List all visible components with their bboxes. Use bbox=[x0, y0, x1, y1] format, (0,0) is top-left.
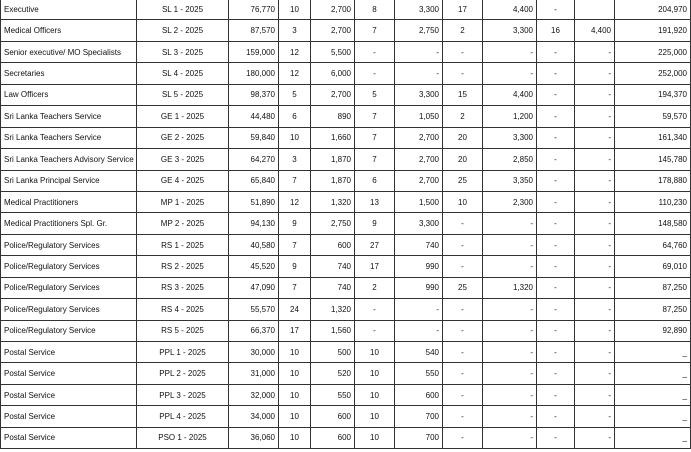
increment-3-count-cell: - bbox=[443, 213, 483, 234]
maximum-salary-cell: 252,000 bbox=[615, 63, 691, 84]
service-name-cell: Medical Practitioners bbox=[1, 191, 137, 212]
increment-1-count-cell: 10 bbox=[279, 127, 311, 148]
increment-3-count-cell: 20 bbox=[443, 149, 483, 170]
service-name-cell: Police/Regulatory Services bbox=[1, 299, 137, 320]
increment-1-amount-cell: 2,750 bbox=[311, 213, 355, 234]
increment-2-amount-cell: 550 bbox=[395, 363, 443, 384]
increment-4-amount-cell: 4,400 bbox=[575, 20, 615, 41]
increment-2-amount-cell: 1,500 bbox=[395, 191, 443, 212]
service-name-cell: Secretaries bbox=[1, 63, 137, 84]
maximum-salary-cell: _ bbox=[615, 406, 691, 427]
maximum-salary-cell: _ bbox=[615, 384, 691, 405]
increment-3-amount-cell: 1,200 bbox=[483, 106, 537, 127]
salary-code-cell: RS 2 - 2025 bbox=[137, 256, 229, 277]
increment-2-count-cell: 2 bbox=[355, 277, 395, 298]
increment-4-amount-cell: - bbox=[575, 234, 615, 255]
increment-2-count-cell: 5 bbox=[355, 84, 395, 105]
increment-4-amount-cell: - bbox=[575, 384, 615, 405]
maximum-salary-cell: _ bbox=[615, 363, 691, 384]
initial-salary-cell: 94,130 bbox=[229, 213, 279, 234]
salary-code-cell: SL 4 - 2025 bbox=[137, 63, 229, 84]
increment-1-count-cell: 17 bbox=[279, 320, 311, 341]
maximum-salary-cell: 194,370 bbox=[615, 84, 691, 105]
salary-code-cell: MP 2 - 2025 bbox=[137, 213, 229, 234]
increment-1-count-cell: 9 bbox=[279, 256, 311, 277]
table-row bbox=[1, 320, 691, 341]
increment-1-amount-cell: 2,700 bbox=[311, 0, 355, 20]
increment-3-amount-cell: - bbox=[483, 363, 537, 384]
increment-3-count-cell: - bbox=[443, 363, 483, 384]
salary-code-cell: GE 4 - 2025 bbox=[137, 170, 229, 191]
increment-4-count-cell: - bbox=[537, 149, 575, 170]
salary-code-cell: PSO 1 - 2025 bbox=[137, 427, 229, 448]
table-row bbox=[1, 363, 691, 384]
initial-salary-cell: 34,000 bbox=[229, 406, 279, 427]
increment-4-amount-cell: - bbox=[575, 63, 615, 84]
increment-1-amount-cell: 1,870 bbox=[311, 149, 355, 170]
table-row bbox=[1, 106, 691, 127]
maximum-salary-cell: 59,570 bbox=[615, 106, 691, 127]
increment-3-count-cell: - bbox=[443, 320, 483, 341]
increment-3-amount-cell: - bbox=[483, 213, 537, 234]
increment-3-count-cell: 2 bbox=[443, 106, 483, 127]
maximum-salary-cell: _ bbox=[615, 427, 691, 448]
increment-4-count-cell: - bbox=[537, 234, 575, 255]
table-row bbox=[1, 63, 691, 84]
increment-4-count-cell: 16 bbox=[537, 20, 575, 41]
increment-1-count-cell: 7 bbox=[279, 234, 311, 255]
increment-3-count-cell: - bbox=[443, 234, 483, 255]
increment-4-amount-cell: - bbox=[575, 149, 615, 170]
increment-4-count-cell: - bbox=[537, 427, 575, 448]
increment-2-count-cell: - bbox=[355, 320, 395, 341]
table-row bbox=[1, 170, 691, 191]
salary-code-cell: GE 3 - 2025 bbox=[137, 149, 229, 170]
increment-4-amount-cell: - bbox=[575, 213, 615, 234]
increment-3-count-cell: 10 bbox=[443, 191, 483, 212]
increment-2-count-cell: - bbox=[355, 63, 395, 84]
service-name-cell: Police/Regulatory Services bbox=[1, 277, 137, 298]
increment-1-count-cell: 7 bbox=[279, 170, 311, 191]
initial-salary-cell: 65,840 bbox=[229, 170, 279, 191]
increment-4-amount-cell: - bbox=[575, 277, 615, 298]
initial-salary-cell: 45,520 bbox=[229, 256, 279, 277]
service-name-cell: Sri Lanka Teachers Service bbox=[1, 106, 137, 127]
increment-1-amount-cell: 1,870 bbox=[311, 170, 355, 191]
increment-4-count-cell: - bbox=[537, 384, 575, 405]
increment-4-count-cell: - bbox=[537, 84, 575, 105]
increment-1-amount-cell: 600 bbox=[311, 427, 355, 448]
service-name-cell: Postal Service bbox=[1, 342, 137, 363]
initial-salary-cell: 98,370 bbox=[229, 84, 279, 105]
increment-4-count-cell: - bbox=[537, 277, 575, 298]
service-name-cell: Medical Officers bbox=[1, 20, 137, 41]
increment-1-amount-cell: 6,000 bbox=[311, 63, 355, 84]
increment-2-amount-cell: 2,750 bbox=[395, 20, 443, 41]
increment-4-amount-cell: - bbox=[575, 84, 615, 105]
salary-code-cell: GE 2 - 2025 bbox=[137, 127, 229, 148]
increment-3-amount-cell: 1,320 bbox=[483, 277, 537, 298]
salary-code-cell: PPL 1 - 2025 bbox=[137, 342, 229, 363]
increment-2-amount-cell: 2,700 bbox=[395, 127, 443, 148]
maximum-salary-cell: 145,780 bbox=[615, 149, 691, 170]
increment-4-count-cell: - bbox=[537, 213, 575, 234]
initial-salary-cell: 30,000 bbox=[229, 342, 279, 363]
increment-1-count-cell: 10 bbox=[279, 0, 311, 20]
maximum-salary-cell: 69,010 bbox=[615, 256, 691, 277]
service-name-cell: Executive bbox=[1, 0, 137, 20]
increment-3-count-cell: - bbox=[443, 342, 483, 363]
increment-1-count-cell: 3 bbox=[279, 20, 311, 41]
increment-1-amount-cell: 1,320 bbox=[311, 299, 355, 320]
increment-1-count-cell: 5 bbox=[279, 84, 311, 105]
increment-3-count-cell: - bbox=[443, 384, 483, 405]
increment-2-count-cell: 9 bbox=[355, 213, 395, 234]
increment-4-count-cell: - bbox=[537, 0, 575, 20]
increment-1-count-cell: 3 bbox=[279, 149, 311, 170]
increment-4-amount-cell: - bbox=[575, 363, 615, 384]
maximum-salary-cell: 110,230 bbox=[615, 191, 691, 212]
increment-1-count-cell: 7 bbox=[279, 277, 311, 298]
increment-1-amount-cell: 5,500 bbox=[311, 41, 355, 62]
initial-salary-cell: 40,580 bbox=[229, 234, 279, 255]
maximum-salary-cell: 178,880 bbox=[615, 170, 691, 191]
increment-2-amount-cell: 3,300 bbox=[395, 84, 443, 105]
table-row bbox=[1, 384, 691, 405]
increment-4-amount-cell: - bbox=[575, 427, 615, 448]
table-row bbox=[1, 84, 691, 105]
increment-2-count-cell: 27 bbox=[355, 234, 395, 255]
increment-2-count-cell: 10 bbox=[355, 342, 395, 363]
increment-3-amount-cell: - bbox=[483, 299, 537, 320]
increment-4-amount-cell bbox=[575, 0, 615, 20]
service-name-cell: Police/Regulatory Service bbox=[1, 320, 137, 341]
increment-1-amount-cell: 740 bbox=[311, 256, 355, 277]
increment-3-amount-cell: - bbox=[483, 406, 537, 427]
increment-3-count-cell: 20 bbox=[443, 127, 483, 148]
maximum-salary-cell: 225,000 bbox=[615, 41, 691, 62]
increment-3-amount-cell: 4,400 bbox=[483, 0, 537, 20]
increment-3-count-cell: - bbox=[443, 406, 483, 427]
service-name-cell: Postal Service bbox=[1, 406, 137, 427]
table-row bbox=[1, 427, 691, 448]
service-name-cell: Sri Lanka Teachers Service bbox=[1, 127, 137, 148]
increment-2-amount-cell: 700 bbox=[395, 427, 443, 448]
increment-2-count-cell: 10 bbox=[355, 363, 395, 384]
service-name-cell: Sri Lanka Principal Service bbox=[1, 170, 137, 191]
increment-2-amount-cell: 3,300 bbox=[395, 213, 443, 234]
increment-3-amount-cell: 3,350 bbox=[483, 170, 537, 191]
increment-2-count-cell: 7 bbox=[355, 149, 395, 170]
service-name-cell: Sri Lanka Teachers Advisory Service bbox=[1, 149, 137, 170]
table-row bbox=[1, 41, 691, 62]
increment-2-amount-cell: - bbox=[395, 299, 443, 320]
increment-4-amount-cell: - bbox=[575, 191, 615, 212]
initial-salary-cell: 59,840 bbox=[229, 127, 279, 148]
increment-3-amount-cell: 4,400 bbox=[483, 84, 537, 105]
maximum-salary-cell: 204,970 bbox=[615, 0, 691, 20]
service-name-cell: Police/Regulatory Services bbox=[1, 256, 137, 277]
increment-2-amount-cell: 600 bbox=[395, 384, 443, 405]
initial-salary-cell: 32,000 bbox=[229, 384, 279, 405]
increment-3-count-cell: - bbox=[443, 256, 483, 277]
increment-1-amount-cell: 1,560 bbox=[311, 320, 355, 341]
increment-3-count-cell: 25 bbox=[443, 170, 483, 191]
table-row bbox=[1, 299, 691, 320]
increment-2-count-cell: 7 bbox=[355, 127, 395, 148]
table-row bbox=[1, 213, 691, 234]
increment-1-amount-cell: 2,700 bbox=[311, 84, 355, 105]
increment-4-amount-cell: - bbox=[575, 170, 615, 191]
increment-1-count-cell: 10 bbox=[279, 427, 311, 448]
increment-4-amount-cell: - bbox=[575, 299, 615, 320]
increment-4-amount-cell: - bbox=[575, 342, 615, 363]
table-row bbox=[1, 149, 691, 170]
increment-2-count-cell: 13 bbox=[355, 191, 395, 212]
table-row bbox=[1, 20, 691, 41]
increment-2-amount-cell: 990 bbox=[395, 256, 443, 277]
increment-4-count-cell: - bbox=[537, 106, 575, 127]
initial-salary-cell: 47,090 bbox=[229, 277, 279, 298]
increment-3-count-cell: 2 bbox=[443, 20, 483, 41]
initial-salary-cell: 44,480 bbox=[229, 106, 279, 127]
increment-4-count-cell: - bbox=[537, 320, 575, 341]
increment-4-amount-cell: - bbox=[575, 106, 615, 127]
initial-salary-cell: 180,000 bbox=[229, 63, 279, 84]
increment-4-count-cell: - bbox=[537, 363, 575, 384]
salary-code-cell: RS 1 - 2025 bbox=[137, 234, 229, 255]
increment-2-amount-cell: - bbox=[395, 41, 443, 62]
increment-4-amount-cell: - bbox=[575, 127, 615, 148]
increment-1-amount-cell: 600 bbox=[311, 406, 355, 427]
increment-3-amount-cell: - bbox=[483, 256, 537, 277]
increment-1-count-cell: 10 bbox=[279, 384, 311, 405]
increment-1-amount-cell: 890 bbox=[311, 106, 355, 127]
increment-1-count-cell: 12 bbox=[279, 41, 311, 62]
salary-code-cell: PPL 3 - 2025 bbox=[137, 384, 229, 405]
increment-4-amount-cell: - bbox=[575, 256, 615, 277]
increment-4-count-cell: - bbox=[537, 170, 575, 191]
increment-3-amount-cell: 3,300 bbox=[483, 20, 537, 41]
initial-salary-cell: 51,890 bbox=[229, 191, 279, 212]
maximum-salary-cell: 148,580 bbox=[615, 213, 691, 234]
initial-salary-cell: 76,770 bbox=[229, 0, 279, 20]
increment-2-count-cell: 6 bbox=[355, 170, 395, 191]
initial-salary-cell: 36,060 bbox=[229, 427, 279, 448]
increment-4-count-cell: - bbox=[537, 406, 575, 427]
increment-3-amount-cell: - bbox=[483, 234, 537, 255]
increment-1-count-cell: 10 bbox=[279, 406, 311, 427]
table-row bbox=[1, 127, 691, 148]
increment-1-amount-cell: 550 bbox=[311, 384, 355, 405]
service-name-cell: Senior executive/ MO Specialists bbox=[1, 41, 137, 62]
increment-3-count-cell: 17 bbox=[443, 0, 483, 20]
increment-1-amount-cell: 1,660 bbox=[311, 127, 355, 148]
service-name-cell: Postal Service bbox=[1, 363, 137, 384]
increment-2-count-cell: 10 bbox=[355, 384, 395, 405]
increment-1-count-cell: 10 bbox=[279, 363, 311, 384]
service-name-cell: Postal Service bbox=[1, 384, 137, 405]
increment-2-amount-cell: 740 bbox=[395, 234, 443, 255]
maximum-salary-cell: 87,250 bbox=[615, 299, 691, 320]
increment-1-count-cell: 9 bbox=[279, 213, 311, 234]
table-row bbox=[1, 342, 691, 363]
increment-4-amount-cell: - bbox=[575, 406, 615, 427]
salary-code-cell: MP 1 - 2025 bbox=[137, 191, 229, 212]
increment-1-count-cell: 10 bbox=[279, 342, 311, 363]
salary-code-cell: PPL 4 - 2025 bbox=[137, 406, 229, 427]
increment-1-amount-cell: 520 bbox=[311, 363, 355, 384]
increment-3-amount-cell: 3,300 bbox=[483, 127, 537, 148]
increment-4-amount-cell: - bbox=[575, 320, 615, 341]
increment-1-count-cell: 12 bbox=[279, 63, 311, 84]
increment-4-count-cell: - bbox=[537, 127, 575, 148]
maximum-salary-cell: 92,890 bbox=[615, 320, 691, 341]
increment-2-amount-cell: 700 bbox=[395, 406, 443, 427]
increment-1-amount-cell: 500 bbox=[311, 342, 355, 363]
increment-1-amount-cell: 2,700 bbox=[311, 20, 355, 41]
salary-code-cell: GE 1 - 2025 bbox=[137, 106, 229, 127]
salary-code-cell: SL 5 - 2025 bbox=[137, 84, 229, 105]
increment-4-count-cell: - bbox=[537, 41, 575, 62]
increment-1-count-cell: 12 bbox=[279, 191, 311, 212]
increment-1-amount-cell: 740 bbox=[311, 277, 355, 298]
increment-2-amount-cell: 3,300 bbox=[395, 0, 443, 20]
increment-2-count-cell: - bbox=[355, 299, 395, 320]
increment-2-amount-cell: 540 bbox=[395, 342, 443, 363]
initial-salary-cell: 55,570 bbox=[229, 299, 279, 320]
table-row bbox=[1, 277, 691, 298]
increment-3-count-cell: 25 bbox=[443, 277, 483, 298]
salary-code-cell: SL 3 - 2025 bbox=[137, 41, 229, 62]
salary-code-cell: PPL 2 - 2025 bbox=[137, 363, 229, 384]
increment-4-count-cell: - bbox=[537, 191, 575, 212]
increment-2-amount-cell: 2,700 bbox=[395, 170, 443, 191]
service-name-cell: Postal Service bbox=[1, 427, 137, 448]
salary-code-cell: SL 1 - 2025 bbox=[137, 0, 229, 20]
increment-2-amount-cell: 1,050 bbox=[395, 106, 443, 127]
increment-2-count-cell: 10 bbox=[355, 406, 395, 427]
increment-2-amount-cell: - bbox=[395, 320, 443, 341]
increment-1-amount-cell: 600 bbox=[311, 234, 355, 255]
increment-3-count-cell: - bbox=[443, 427, 483, 448]
initial-salary-cell: 87,570 bbox=[229, 20, 279, 41]
maximum-salary-cell: _ bbox=[615, 342, 691, 363]
increment-3-amount-cell: - bbox=[483, 384, 537, 405]
increment-4-count-cell: - bbox=[537, 256, 575, 277]
service-name-cell: Police/Regulatory Services bbox=[1, 234, 137, 255]
increment-2-count-cell: 8 bbox=[355, 0, 395, 20]
increment-4-amount-cell: - bbox=[575, 41, 615, 62]
service-name-cell: Law Officers bbox=[1, 84, 137, 105]
initial-salary-cell: 64,270 bbox=[229, 149, 279, 170]
increment-3-count-cell: - bbox=[443, 299, 483, 320]
increment-3-amount-cell: - bbox=[483, 320, 537, 341]
table-body bbox=[1, 0, 691, 449]
increment-3-count-cell: - bbox=[443, 41, 483, 62]
increment-1-amount-cell: 1,320 bbox=[311, 191, 355, 212]
increment-2-amount-cell: 2,700 bbox=[395, 149, 443, 170]
salary-code-cell: RS 3 - 2025 bbox=[137, 277, 229, 298]
increment-3-amount-cell: - bbox=[483, 427, 537, 448]
increment-3-amount-cell: - bbox=[483, 41, 537, 62]
increment-4-count-cell: - bbox=[537, 299, 575, 320]
increment-3-amount-cell: 2,300 bbox=[483, 191, 537, 212]
initial-salary-cell: 159,000 bbox=[229, 41, 279, 62]
increment-2-count-cell: - bbox=[355, 41, 395, 62]
initial-salary-cell: 31,000 bbox=[229, 363, 279, 384]
increment-2-amount-cell: - bbox=[395, 63, 443, 84]
salary-code-cell: RS 5 - 2025 bbox=[137, 320, 229, 341]
increment-2-count-cell: 10 bbox=[355, 427, 395, 448]
salary-code-cell: RS 4 - 2025 bbox=[137, 299, 229, 320]
maximum-salary-cell: 191,920 bbox=[615, 20, 691, 41]
increment-2-count-cell: 7 bbox=[355, 106, 395, 127]
salary-code-cell: SL 2 - 2025 bbox=[137, 20, 229, 41]
increment-1-count-cell: 6 bbox=[279, 106, 311, 127]
table-row bbox=[1, 406, 691, 427]
increment-1-count-cell: 24 bbox=[279, 299, 311, 320]
table-row bbox=[1, 256, 691, 277]
maximum-salary-cell: 87,250 bbox=[615, 277, 691, 298]
increment-2-amount-cell: 990 bbox=[395, 277, 443, 298]
increment-3-count-cell: - bbox=[443, 63, 483, 84]
table-row bbox=[1, 191, 691, 212]
increment-3-amount-cell: - bbox=[483, 63, 537, 84]
increment-3-amount-cell: 2,850 bbox=[483, 149, 537, 170]
maximum-salary-cell: 64,760 bbox=[615, 234, 691, 255]
increment-4-count-cell: - bbox=[537, 342, 575, 363]
service-name-cell: Medical Practitioners Spl. Gr. bbox=[1, 213, 137, 234]
maximum-salary-cell: 161,340 bbox=[615, 127, 691, 148]
increment-2-count-cell: 17 bbox=[355, 256, 395, 277]
initial-salary-cell: 66,370 bbox=[229, 320, 279, 341]
increment-2-count-cell: 7 bbox=[355, 20, 395, 41]
table-row bbox=[1, 0, 691, 20]
increment-3-amount-cell: - bbox=[483, 342, 537, 363]
table-row bbox=[1, 234, 691, 255]
increment-3-count-cell: 15 bbox=[443, 84, 483, 105]
increment-4-count-cell: - bbox=[537, 63, 575, 84]
